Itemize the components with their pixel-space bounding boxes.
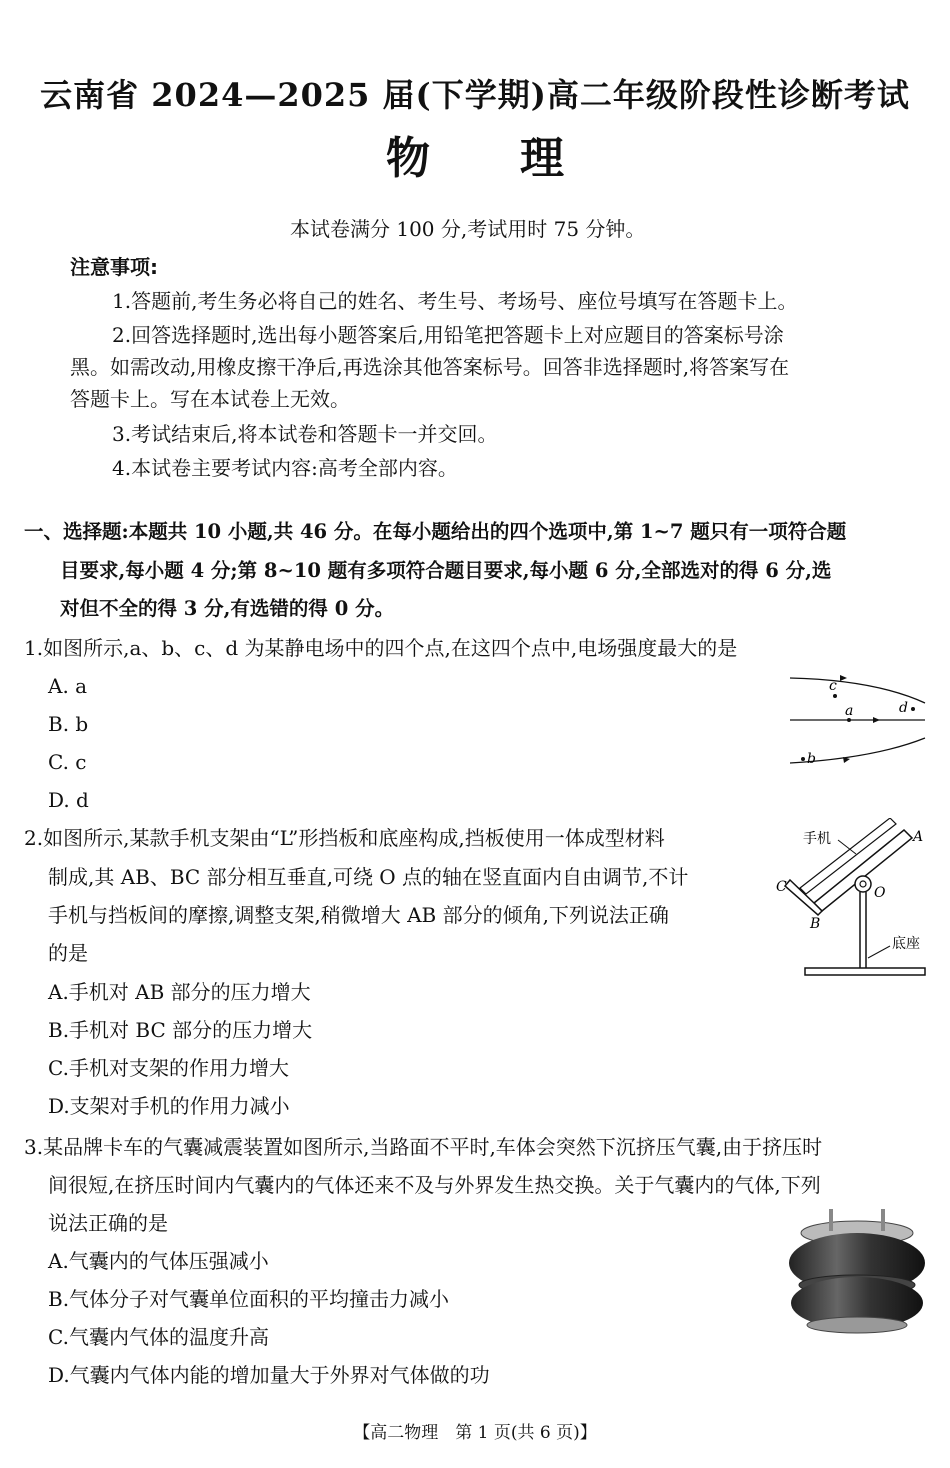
q2-label-b: B [810,916,821,932]
subject-title: 物理 [386,133,654,184]
q2-stem-line1: 2.如图所示,某款手机支架由“L”形挡板和底座构成,挡板使用一体成型材料 [24,826,665,850]
q1-point-d [911,707,915,711]
q1-arrow-top [840,675,847,681]
q2-stem-line4: 的是 [48,941,88,965]
q2-base-leader [868,946,890,958]
q1-option-c: C. c [48,750,87,774]
notice-heading: 注意事项: [70,255,158,279]
q2-option-a: A.手机对 AB 部分的压力增大 [48,980,311,1004]
notice-item-2-line1: 2.回答选择题时,选出每小题答案后,用铅笔把答题卡上对应题目的答案标号涂 [112,323,784,347]
section1-line1: 一、选择题:本题共 10 小题,共 46 分。在每小题给出的四个选项中,第 1~7 题只有一项符合题 [24,520,847,543]
q2-label-a: A [913,829,924,845]
q3-option-b: B.气体分子对气囊单位面积的平均撞击力减小 [48,1287,450,1311]
q2-stem-line3: 手机与挡板间的摩擦,调整支架,稍微增大 AB 部分的倾角,下列说法正确 [48,903,669,927]
q2-option-d: D.支架对手机的作用力减小 [48,1094,290,1118]
q3-stem-line3: 说法正确的是 [48,1211,168,1235]
q2-label-c: C [776,879,787,895]
q3-stem-line2: 间很短,在挤压时间内气囊内的气体还来不及与外界发生热交换。关于气囊内的气体,下列 [48,1173,821,1197]
exam-info: 本试卷满分 100 分,考试用时 75 分钟。 [290,217,646,241]
q1-arrow-mid [873,717,880,723]
q1-option-b: B. b [48,712,89,736]
q2-base [805,968,925,975]
section1-line3: 对但不全的得 3 分,有选错的得 0 分。 [60,597,395,620]
q2-label-base: 底座 [892,936,920,952]
notice-item-1: 1.答题前,考生务必将自己的姓名、考生号、考场号、座位号填写在答题卡上。 [112,289,798,313]
notice-item-3: 3.考试结束后,将本试卷和答题卡一并交回。 [112,422,498,446]
q3-option-a: A.气囊内的气体压强减小 [48,1249,269,1273]
section1-line2: 目要求,每小题 4 分;第 8~10 题有多项符合题目要求,每小题 6 分,全部选对的得 6 分,选 [60,559,832,582]
q1-label-b: b [807,751,816,767]
exam-title: 云南省 2024—2025 届(下学期)高二年级阶段性诊断考试 [40,76,910,114]
q2-label-o: O [874,885,886,901]
q1-label-a: a [845,703,854,719]
q1-field-figure [785,668,935,778]
q3-bottom-plate [807,1317,907,1333]
q3-option-c: C.气囊内气体的温度升高 [48,1325,269,1349]
q2-stem-line2: 制成,其 AB、BC 部分相互垂直,可绕 O 点的轴在竖直面内自由调节,不计 [48,865,689,889]
page-footer: 【高二物理 第 1 页(共 6 页)】 [353,1423,597,1443]
q1-label-d: d [899,700,908,716]
notice-item-4: 4.本试卷主要考试内容:高考全部内容。 [112,456,458,480]
q2-label-phone: 手机 [803,831,831,847]
q2-option-c: C.手机对支架的作用力增大 [48,1056,289,1080]
q3-bolt-left [829,1209,833,1231]
q1-stem: 1.如图所示,a、b、c、d 为某静电场中的四个点,在这四个点中,电场强度最大的是 [24,636,738,660]
q3-airbag-image [785,1205,930,1335]
notice-item-2-line3: 答题卡上。写在本试卷上无效。 [70,387,350,411]
q1-point-c [833,694,837,698]
q1-point-b [801,757,805,761]
q2-option-b: B.手机对 BC 部分的压力增大 [48,1018,313,1042]
q1-label-c: c [829,678,837,694]
q1-option-a: A. a [48,674,88,698]
q2-pivot-inner [860,881,866,887]
q2-stand-figure [770,818,935,983]
notice-item-2-line2: 黑。如需改动,用橡皮擦干净后,再选涂其他答案标号。回答非选择题时,将答案写在 [70,355,790,379]
q3-option-d: D.气囊内气体内能的增加量大于外界对气体做的功 [48,1363,490,1387]
q3-stem-line1: 3.某品牌卡车的气囊减震装置如图所示,当路面不平时,车体会突然下沉挤压气囊,由于挤压时 [24,1135,823,1159]
q1-option-d: D. d [48,788,89,812]
q3-bolt-right [881,1209,885,1231]
